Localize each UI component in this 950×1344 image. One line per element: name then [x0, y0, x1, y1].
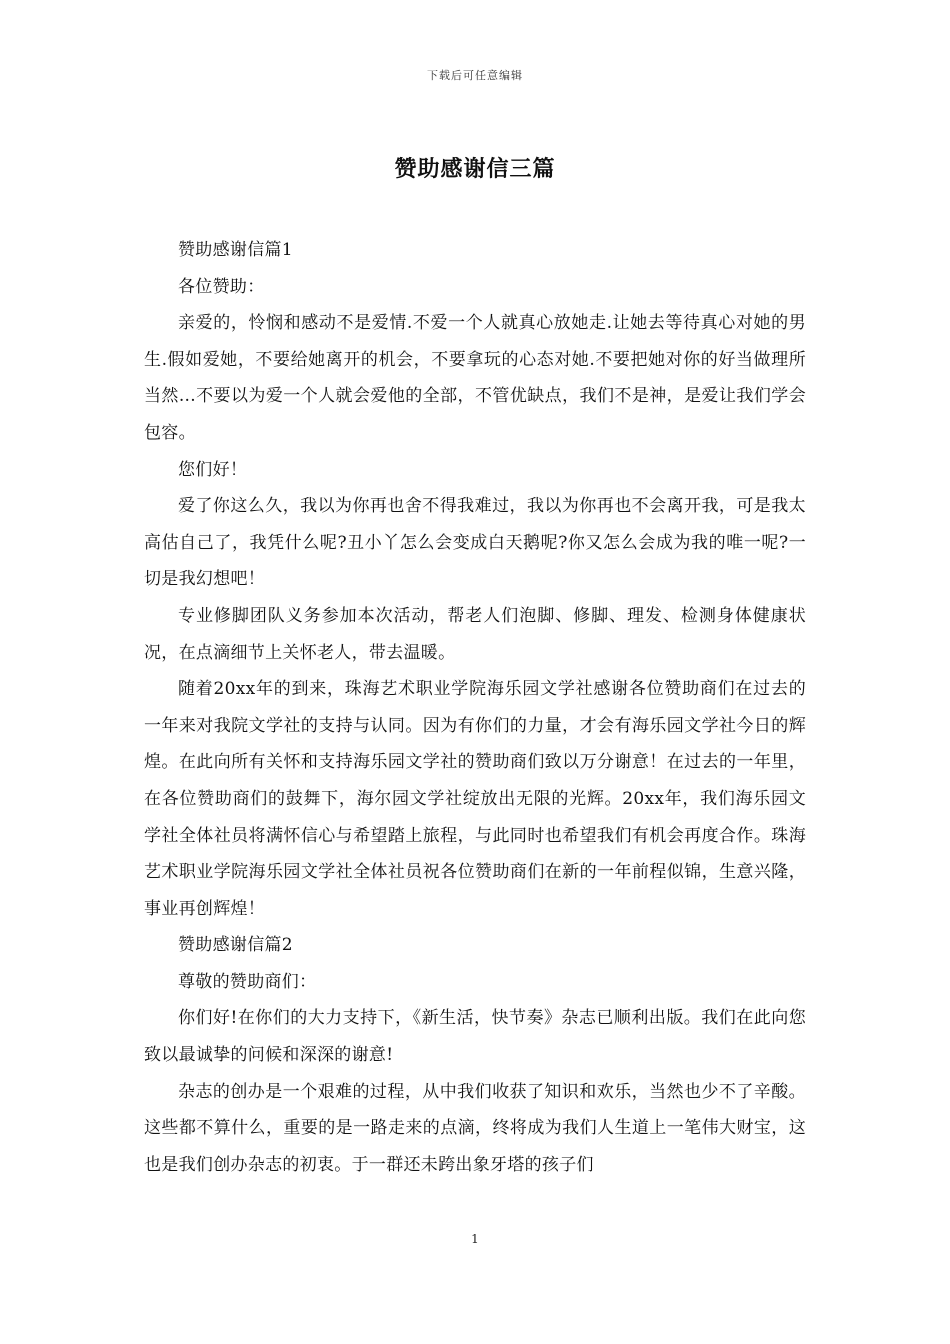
greeting-line: 您们好！	[178, 459, 248, 480]
body-paragraph: 爱了你这么久，我以为你再也舍不得我难过，我以为你再也不会离开我，可是我太高估自己了，我凭什么呢?丑小丫怎么会变成白天鹅呢?你又怎么会成为我的唯一呢?一切是我幻想吧！	[144, 496, 806, 590]
salutation-1: 各位赞助：	[178, 276, 265, 297]
salutation-2: 尊敬的赞助商们：	[178, 971, 317, 992]
body-paragraph: 专业修脚团队义务参加本次活动，帮老人们泡脚、修脚、理发、检测身体健康状况，在点滴细节上关怀老人，带去温暖。	[144, 605, 806, 663]
page-number: 1	[471, 1232, 479, 1246]
body-paragraph: 随着20xx年的到来，珠海艺术职业学院海乐园文学社感谢各位赞助商们在过去的一年来对我院文学社的支持与认同。因为有你们的力量，才会有海乐园文学社今日的辉煌。在此向所有关怀和支持海乐园文学社的赞助商们致以万分谢意！在过去的一年里，在各位赞助商们的鼓舞下，海尔园文学社绽放出无限的光辉。20xx年，我们海乐园文学社全体社员将满怀信心与希望踏上旅程，与此同时也希望我们有机会再度合作。珠海艺术职业学院海乐园文学社全体社员祝各位赞助商们在新的一年前程似锦，生意兴隆，事业再创辉煌！	[144, 679, 806, 919]
section-heading-2: 赞助感谢信篇2	[178, 935, 293, 956]
body-paragraph: 杂志的创办是一个艰难的过程，从中我们收获了知识和欢乐，当然也少不了辛酸。这些都不算什么，重要的是一路走来的点滴，终将成为我们人生道上一笔伟大财宝，这也是我们创办杂志的初衷。于一群还未跨出象牙塔的孩子们	[144, 1081, 806, 1175]
body-paragraph: 亲爱的，怜悯和感动不是爱情.不爱一个人就真心放她走.让她去等待真心对她的男生.假如爱她，不要给她离开的机会，不要拿玩的心态对她.不要把她对你的好当做理所当然...不要以为爱一个人就会爱他的全部，不管优缺点，我们不是神，是爱让我们学会包容。	[144, 313, 806, 443]
page-header-note: 下载后可任意编辑	[427, 69, 523, 82]
document-title: 赞助感谢信三篇	[394, 156, 556, 182]
section-heading-1: 赞助感谢信篇1	[178, 240, 293, 260]
body-paragraph: 你们好!在你们的大力支持下，《新生活，快节奏》杂志已顺利出版。我们在此向您致以最诚挚的问候和深深的谢意!	[144, 1008, 806, 1066]
document-body	[144, 232, 806, 1183]
